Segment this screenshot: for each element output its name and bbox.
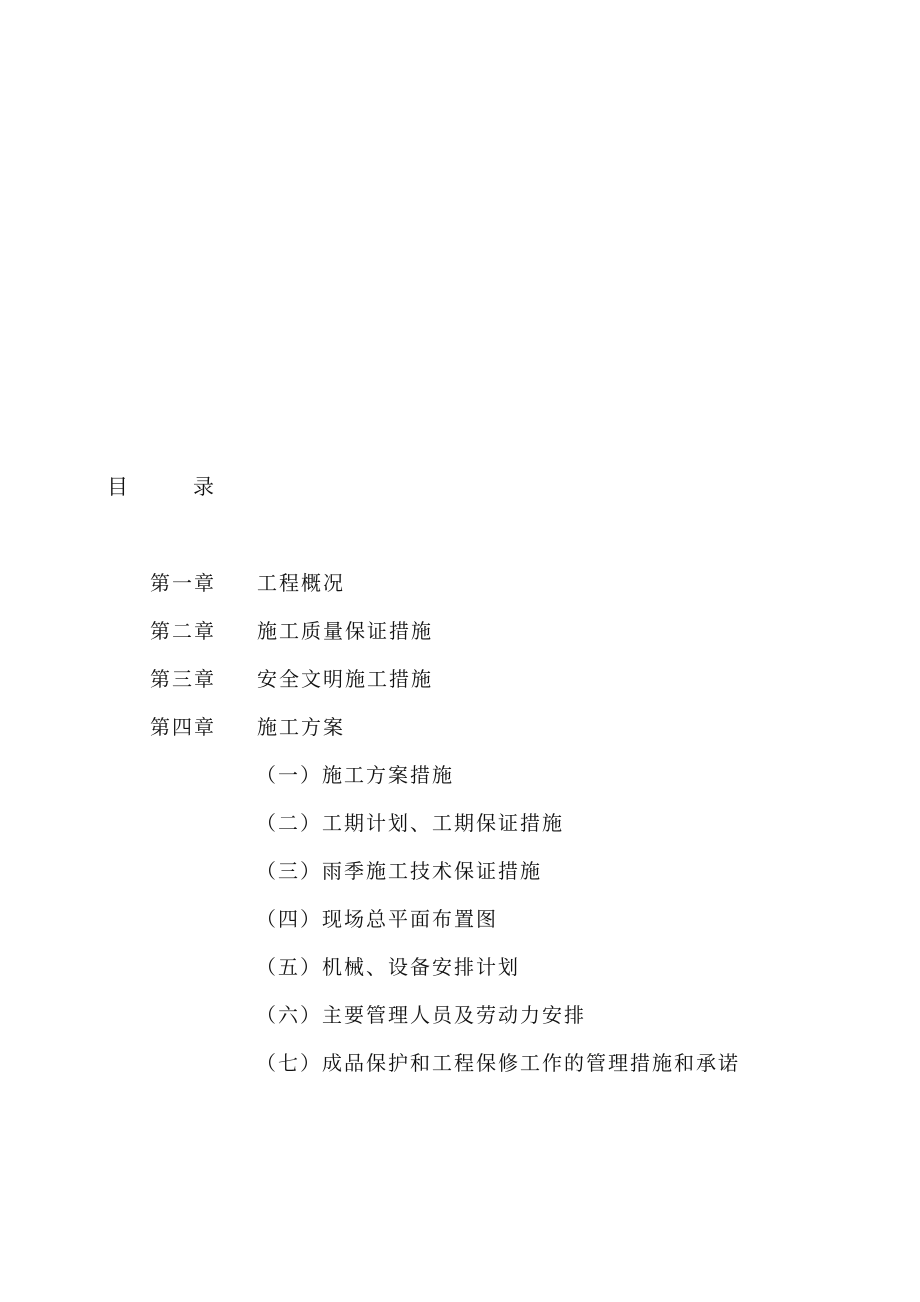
toc-chapter-4: [150, 714, 345, 740]
toc-heading: [107, 474, 214, 500]
chapter-title: 安全文明施工措施: [257, 667, 433, 691]
toc-chapter-3: [150, 666, 433, 692]
chapter-number: 第三章: [150, 667, 216, 691]
toc-heading-right: 录: [193, 475, 214, 499]
toc-subsection-6: （六）主要管理人员及劳动力安排: [256, 1003, 586, 1027]
chapter-number: 第四章: [150, 715, 216, 739]
chapter-number: 第一章: [150, 571, 216, 595]
chapter-number: 第二章: [150, 619, 216, 643]
toc-subsection-5: （五）机械、设备安排计划: [256, 955, 520, 979]
toc-subsection-7: （七）成品保护和工程保修工作的管理措施和承诺: [256, 1051, 740, 1075]
chapter-title: 工程概况: [257, 571, 345, 595]
toc-subsection-3: （三）雨季施工技术保证措施: [256, 859, 542, 883]
chapter-title: 施工质量保证措施: [257, 619, 433, 643]
toc-subsection-2: （二）工期计划、工期保证措施: [256, 811, 564, 835]
chapter-title: 施工方案: [257, 715, 345, 739]
toc-subsection-1: （一）施工方案措施: [256, 763, 454, 787]
toc-chapter-1: [150, 570, 345, 596]
toc-subsection-4: （四）现场总平面布置图: [256, 907, 498, 931]
toc-heading-left: 目: [107, 475, 128, 499]
toc-chapter-2: [150, 618, 433, 644]
